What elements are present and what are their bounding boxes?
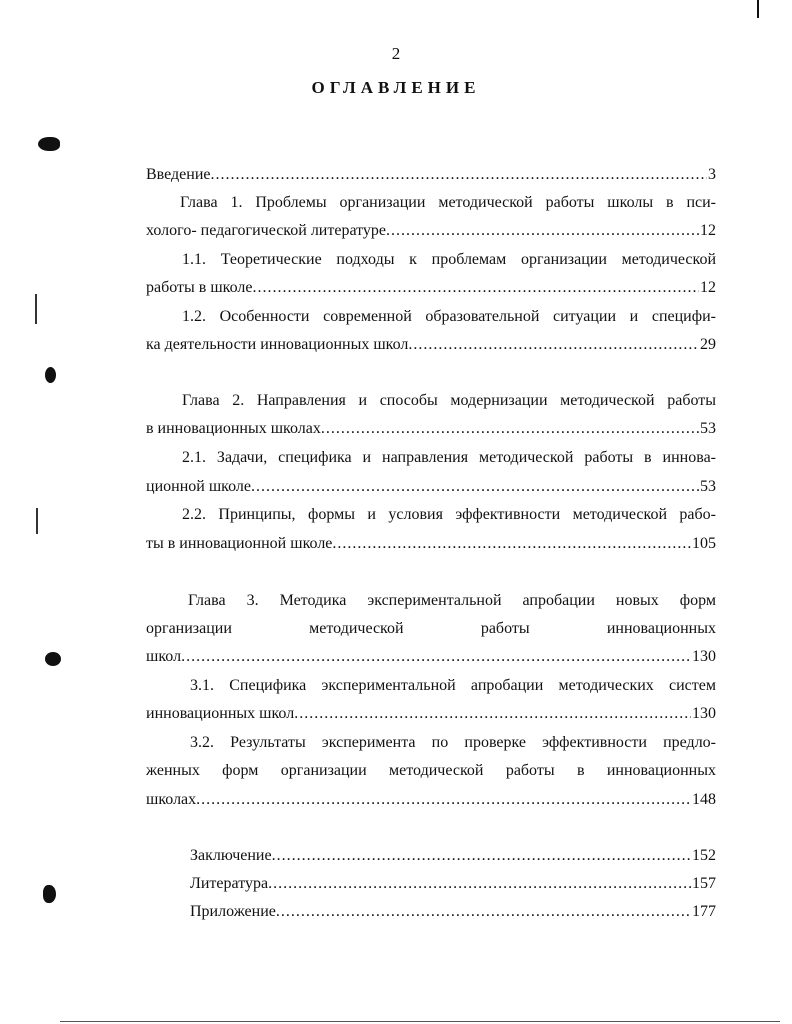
toc-entry-2-2-cont <box>146 533 716 555</box>
leader-dots <box>332 533 691 555</box>
page-title: ОГЛАВЛЕНИЕ <box>311 78 481 97</box>
scan-bottom-edge <box>60 1021 780 1022</box>
leader-dots <box>252 277 699 299</box>
scan-edge-line <box>36 508 38 534</box>
toc-page: 177 <box>692 903 716 920</box>
toc-label: ты в инновационной школе <box>146 535 333 552</box>
toc-page: 3 <box>708 166 716 183</box>
toc-page: 152 <box>692 847 716 864</box>
toc-entry-ch3-cont2 <box>146 646 716 668</box>
toc-entry-ch2[interactable]: Глава 2. Направления и способы модернизации методической работы <box>182 392 716 409</box>
toc-page: 12 <box>700 279 716 296</box>
toc-page: 53 <box>700 420 716 437</box>
toc-entry-3-2[interactable]: 3.2. Результаты эксперимента по проверке эффективности предло- <box>190 734 716 751</box>
toc-entry-intro[interactable] <box>146 164 716 186</box>
toc-label: инновационных школ <box>146 705 295 722</box>
toc-label: Приложение <box>190 903 276 920</box>
leader-dots <box>276 901 691 923</box>
toc-label: школах <box>146 791 197 808</box>
toc-page: 53 <box>700 478 716 495</box>
toc-entry-ch3-cont: организации методической работы инновационных <box>146 620 716 637</box>
punch-hole-mark <box>38 137 60 151</box>
punch-hole-mark <box>45 652 61 666</box>
toc-label: в инновационных школах <box>146 420 321 437</box>
leader-dots <box>408 334 699 356</box>
toc-label: холого- педагогической литературе <box>146 222 387 239</box>
leader-dots <box>181 646 691 668</box>
scan-edge-line <box>757 0 759 18</box>
punch-hole-mark <box>45 367 56 383</box>
toc-entry-3-1-cont <box>146 703 716 725</box>
leader-dots <box>211 164 708 186</box>
toc-entry-2-2[interactable]: 2.2. Принципы, формы и условия эффективности методической рабо- <box>182 506 716 523</box>
leader-dots <box>386 220 699 242</box>
toc-entry-literature[interactable] <box>190 873 716 895</box>
toc-label: школ <box>146 648 182 665</box>
toc-entry-ch1[interactable]: Глава 1. Проблемы организации методической работы школы в пси- <box>180 194 716 211</box>
toc-entry-ch1-cont <box>146 220 716 242</box>
toc-entry-1-2-cont <box>146 334 716 356</box>
leader-dots <box>272 845 691 867</box>
toc-page: 148 <box>692 791 716 808</box>
toc-label: ка деятельности инновационных школ <box>146 336 409 353</box>
scan-edge-line <box>35 294 37 324</box>
leader-dots <box>251 476 699 498</box>
toc-label: Литература <box>190 875 269 892</box>
toc-label: работы в школе <box>146 279 253 296</box>
toc-entry-1-1[interactable]: 1.1. Теоретические подходы к проблемам организации методической <box>182 251 716 268</box>
punch-hole-mark <box>43 885 56 903</box>
toc-label: ционной школе <box>146 478 251 495</box>
toc-page: 130 <box>692 705 716 722</box>
toc-entry-2-1[interactable]: 2.1. Задачи, специфика и направления методической работы в иннова- <box>182 449 716 466</box>
toc-page: 130 <box>692 648 716 665</box>
toc-entry-ch3[interactable]: Глава 3. Методика экспериментальной апробации новых форм <box>188 592 716 609</box>
leader-dots <box>268 873 691 895</box>
toc-entry-1-2[interactable]: 1.2. Особенности современной образовательной ситуации и специфи- <box>182 308 716 325</box>
toc-page: 29 <box>700 336 716 353</box>
page-number: 2 <box>391 44 401 63</box>
toc-label: Введение <box>146 166 211 183</box>
toc-page: 105 <box>692 535 716 552</box>
toc-entry-3-1[interactable]: 3.1. Специфика экспериментальной апробации методических систем <box>190 677 716 694</box>
toc-entry-conclusion[interactable] <box>190 845 716 867</box>
leader-dots <box>294 703 691 725</box>
leader-dots <box>196 789 691 811</box>
toc-entry-3-2-cont: женных форм организации методической работы в инновационных <box>146 762 716 779</box>
toc-entry-ch2-cont <box>146 418 716 440</box>
leader-dots <box>321 418 699 440</box>
toc-entry-1-1-cont <box>146 277 716 299</box>
toc-entry-3-2-cont2 <box>146 789 716 811</box>
toc-entry-appendix[interactable] <box>190 901 716 923</box>
toc-entry-2-1-cont <box>146 476 716 498</box>
toc-label: Заключение <box>190 847 272 864</box>
toc-page: 157 <box>692 875 716 892</box>
toc-page: 12 <box>700 222 716 239</box>
